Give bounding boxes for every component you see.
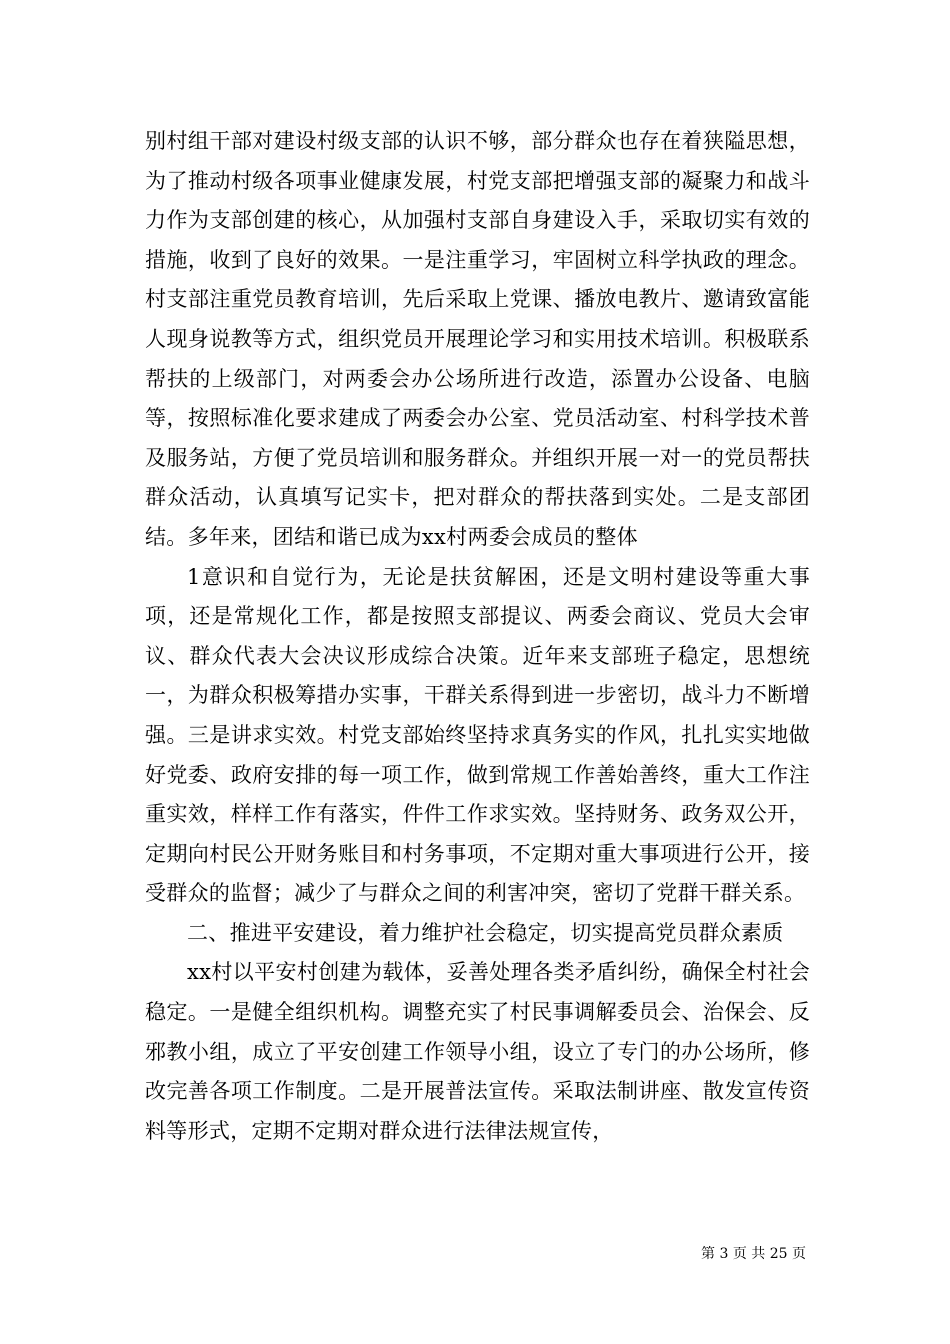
paragraph-3: xx村以平安村创建为载体，妥善处理各类矛盾纠纷，确保全村社会稳定。一是健全组织机构。调整充实了村民事调解委员会、治保会、反邪教小组，成立了平安创建工作领导小组，设立了专门的办公场所，修改完善各项工作制度。二是开展普法宣传。采取法制讲座、散发宣传资料等形式，定期不定期对群众进行法律法规宣传，: [145, 960, 810, 1143]
paragraph-2: 1意识和自觉行为，无论是扶贫解困，还是文明村建设等重大事项，还是常规化工作，都是按照支部提议、两委会商议、党员大会审议、群众代表大会决议形成综合决策。近年来支部班子稳定，思想统一，为群众积极筹措办实事，干群关系得到进一步密切，战斗力不断增强。三是讲求实效。村党支部始终坚持求真务实的作风，扎扎实实地做好党委、政府安排的每一项工作，做到常规工作善始善终，重大工作注重实效，样样工作有落实，件件工作求实效。坚持财务、政务双公开，定期向村民公开财务账目和村务事项，不定期对重大事项进行公开，接受群众的监督；减少了与群众之间的利害冲突，密切了党群干群关系。: [145, 564, 810, 906]
paragraph-1: 别村组干部对建设村级支部的认识不够，部分群众也存在着狭隘思想，为了推动村级各项事业健康发展，村党支部把增强支部的凝聚力和战斗力作为支部创建的核心，从加强村支部自身建设入手，采取切实有效的措施，收到了良好的效果。一是注重学习，牢固树立科学执政的理念。村支部注重党员教育培训，先后采取上党课、播放电教片、邀请致富能人现身说教等方式，组织党员开展理论学习和实用技术培训。积极联系帮扶的上级部门，对两委会办公场所进行改造，添置办公设备、电脑等，按照标准化要求建成了两委会办公室、党员活动室、村科学技术普及服务站，方便了党员培训和服务群众。并组织开展一对一的党员帮扶群众活动，认真填写记实卡，把对群众的帮扶落到实处。二是支部团结。多年来，团结和谐已成为xx村两委会成员的整体: [145, 129, 810, 549]
page-number: 第 3 页 共 25 页: [701, 1246, 806, 1262]
section-heading-2: 二、推进平安建设，着力维护社会稳定，切实提高党员群众素质: [187, 920, 784, 945]
body-text: [145, 122, 810, 1151]
